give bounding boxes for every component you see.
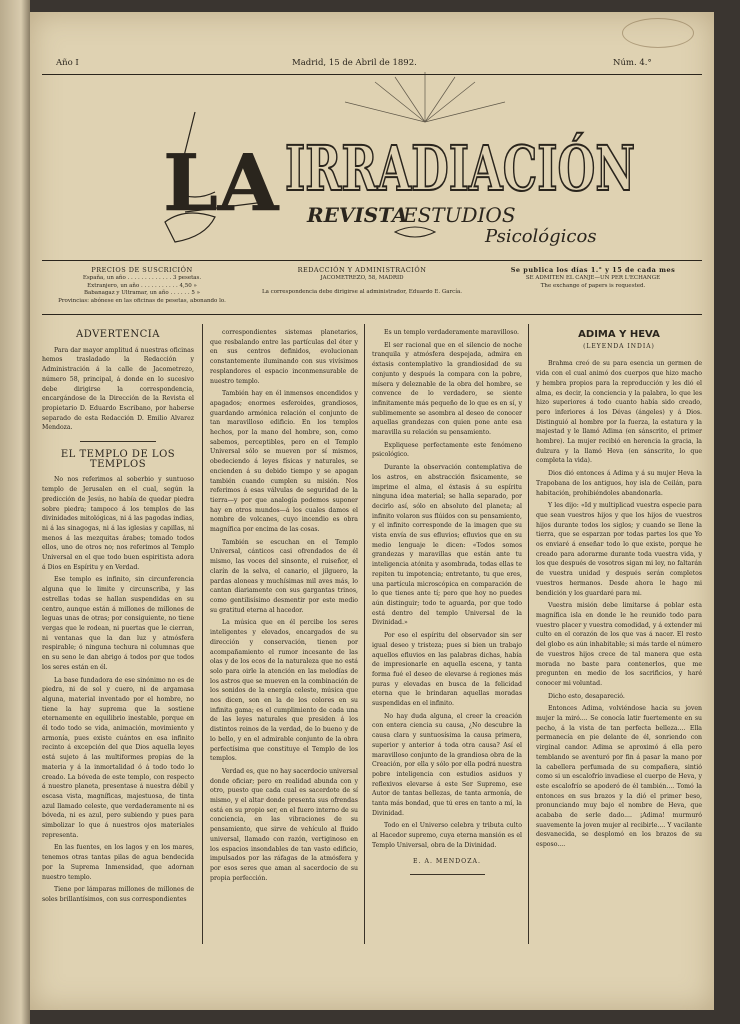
paragraph: Es un templo verdaderamente maravilloso. [384,329,520,336]
advertencia-text: Para dar mayor amplitud á nuestras oficinas hemos trasladado la Redacción y Administración á la calle de Jacometrezo, número 58, principal, á donde en lo sucesivo debe dirigirse la correspondencia, encargándose de la Dirección de la Revista el propietario D. Eduardo Escribano, por haberse separado de esta Redacción D. Emilio Alvarez Mendoza. [42,346,194,432]
library-stamp [622,18,694,48]
masthead-subtitle-revista: REVISTA [307,203,408,227]
issue-number: Núm. 4.° [613,58,652,68]
masthead-subtitle-estudios: ESTUDIOS [403,203,516,227]
paragraph: En las fuentes, en los lagos y en los mares, tenemos otras tantas pilas de agua bendecida por la Suprema Inmensidad, que adornan nuestro templo. [42,844,194,881]
column-2 [210,328,358,952]
paragraph: Todo en el Universo celebra y tributa culto al Hacedor supremo, cuya eterna mansión es el Templo Universal, obra de la Divinidad. [372,822,522,849]
publish-title: Se publica los días 1.° y 15 de cada mes [510,266,676,274]
masthead-logo [125,82,645,262]
publish-panel [482,266,704,312]
paragraph: Por eso el espíritu del observador sin ser igual deseo y tristeza; pues si bien un trabajo aquellos efluvios en las palabras dichas, había de impresionarle en aquella escena, y tanta forma fué el deseo de elevarse á regiones más puras y elevadas en busca de la felicidad eterna que le brindaran aquellas moradas suspendidas en el infinito. [372,632,522,708]
paragraph: La base fundadora de ese sinónimo no es de piedra, ni de sol y cuero, ni de argamasa alguna, material inventado por el hombre, no tiene la hay suprema que la sostiene eternamente en equilibrio inestable, porque en él todo todo se vida, animación, movimiento y armonía, pues existe cuántos en esa infinito recinto á excepción del que Dios aquella leyes está sujeto á las multiformes propias de la materia y á la inmortalidad ó á todo todo lo creado. La bóveda de este templo, con respecto á nuestro planeta, presentase á nuestra débil y escasa vista, magníficas, majestuosa, de tinta azul llamado celeste, que verdaderamente ni es bóveda, ni es azul, pero subiendo y pues para simbolizar lo que á nuestros ojos materiales representa. [42,676,194,839]
article-heading: EL TEMPLO DE LOS TEMPLOS [60,449,176,470]
paragraph: También se escuchan en el Templo Universal, cánticos casi ofrendados de él mismo, las voces del sinsonte, el ruiseñor, el clarín de la selva, el canario, el jilguero, la pardas aloneas y muchísimas mil aves más, lo cantan diariamente con sus gargantas trinos, como gentilisísimo desmentir por este medio su gratitud eterna al hacedor. [210,538,358,614]
paragraph: Durante la observación contemplativa de los astros, en abstracción fisicamente, se imprime el alma, el éxtasis á su espíritu ninguna idea material; se halla separado, por decirlo así, sólo en absoluto del planeta; al infinito volaron sus flúidos con su pensamiento, y el infinito corresponde de la imagen que su vista envía de sus efluvios; efluvios que en su medio lenguaje le dicen: «Todos somos grandezas y maravillas que están ante tu inteligencia atónita y asombrada, todas ellas te repiten tu impotencia; entretanto, tu que eres, una partícula microscópica en comparación de lo que tienes ante tí; pero que hoy no puedes aún distinguir; todo te aguarda, por que todo está dentro del templo Universal de la Divinidad.» [372,464,522,627]
prices-panel [44,266,240,312]
column-rule [202,324,203,944]
column-1 [42,328,194,952]
prices-line: Provincias: abónese en las oficinas de pesetas, abonando lo. [58,298,226,305]
newspaper-page [30,12,714,1010]
paragraph: Brahma creó de su para esencia un germen de vida con el cual animó dos cuerpos que hizo macho y hembra propios para la reproducción y les dió el alma, es decir, la conciencia y la palabra, lo que les hizo superiores á todo cuanto había sido creado, pero inferiores á los Dévas (ángeles) y á Dios. Distinguió al hombre por la fuerza, la estatura y la majestad y le llamó Adima (en sánscrito, el primer hombre). La mujer recibió en herencia la gracia, la dulzura y la llamó Heva (en sánscrito, lo que completa la vida). [536,360,702,465]
adima-subtitle: (LEYENDA INDIA) [583,342,655,350]
paragraph: Tiene por lámparas millones de millones de soles brillantísimos, con sus correspondientes [42,886,194,903]
paragraph: La música que en él percibe los seres inteligentes y elevados, encargados de su dirección y conservación, tienen por acompañamiento el rumor incesante de las olas y de los ecos de la naturaleza que no está solo para oirle la atención en las melodías de los astros que se mueven en la combinación de los sonidos de la energía celeste, música que nos dicen, son en la de los colores en su infinita gama; es el cumplimiento de cada una de las leyes naturales que presiden á los distintos reinos de la verdad, de lo bueno y de lo bello, y en el admirable conjunto de la obra perfectísima que constituye el Templo de los templos. [210,619,358,763]
paragraph: Entonces Adima, volviéndose hacia su joven mujer la miró.... Se conocía latir fuertemente en su pecho, á la vista de tan perfecta belleza.... Ella permanecía en pie delante de él, sonriendo con virginal candor. Adima se aproximó á ella pero temblando se aventuró por fin á pasar la mano por la cabellera perfumada de su compañera, sintió como si un escalofrío invadiese el cuerpo de Heva, y este escalofrío se apoderó de él también.... Tomó la entonces en sus brazos y la dió el primer beso, pronunciando muy bajo el nombre de Heva, que acababa de serle dado.... ¡Adima! murmuró suavemente la joven mujer al recibirle.... Y vacilante desvanecida, se desplomó en los brazos de su esposo.... [536,705,702,849]
paragraph: No nos referimos al soberbio y suntuoso templo de Jerusalen en el cual, según la predicción de Jesús, no había de quedar piedra sobre piedra; tampoco á los templos de las divinidades mitológicas, ni á las pagodas indias, ni á las sinagogas, ni á las iglesias y capillas, ni menos á las mezquitas árabes; tomado todos ellos, uno de otros no; nos referimos al Templo Universal en el que todo buen espiritista adora á Dios en Espíritu y en Verdad. [42,476,194,571]
info-bottom-rule [42,314,702,315]
paragraph: Ese templo es infinito, sin circunferencia alguna que le limite y circunscriba, y las estrellas todas se hallan suspendidas en su centro, aunque están á millones de millones de leguas unas de otras; por consiguiente, no tiene vergas que le rodean, ni puertas que le cierran, ni ventanas que la dan luz y atmósfera respirable; ó ninguna techura ni columnas que en su seno le dan abrigo á todos por que todos los seres están en él. [42,576,194,671]
masthead-subtitle-psicologicos: Psicológicos [485,226,597,247]
paragraph: Expliquese perfectamente este fenómeno psicológico. [372,441,522,459]
paragraph: correspondientes sistemas planetarios, que resbalando entre las partículas del éter y en sus centros definidos, evolucionan constantemente iluminando con sus vivísimos resplandores el espacio inconmensurable de nuestro templo. [210,329,358,385]
admin-note: La correspondencia debe dirigirse al administrador, Eduardo E. García. [261,288,463,295]
admin-title: REDACCIÓN Y ADMINISTRACIÓN [297,266,427,274]
paragraph: Y les dijo: «Id y multiplicad vuestra especie para que sean vuestros hijos y que los hijos de vuestros hijos durante todos los siglos; y cuando se llene la tierra, que se esparzan por todas partes los que Yo os enviaré á enseñar todo lo que existe, porque he creado para adorarme durante toda vuestra vida, y los que después de vosotros sigan mi ley, no faltarán de vuestra unidad y después serán completos vuestros hermanos. Desde ahora le hago mi bendición y los guardaré para mi. [536,502,702,597]
header-rule [42,74,702,75]
previous-page-edge [0,0,30,1024]
column-3 [372,328,522,952]
date-line: Madrid, 15 de Abril de 1892. [292,58,417,68]
paragraph: El ser racional que en el silencio de noche tranquila y atmósfera despejada, admira en éxtasis contemplativo la grandiosidad de su conjunto y después la compara con la pobre, mísera y deleznable de la obra del hombre, se convence de lo verdadero, se siente infinitamente más pequeño de lo que es en sí, y sublimemente se asombra al deseo de conocer aquellas grandezas con quien pone ante esa maravilla su relación su pensamiento. [372,341,522,437]
admin-panel [252,266,472,312]
admin-address: JACOMETREZO, 58, MADRID [320,275,404,282]
prices-line: Babanagaz y Ultramar, un año . . . . . . 5 » [83,290,201,297]
column-rule [528,324,529,944]
advertencia-heading: ADVERTENCIA [76,329,160,340]
masthead-title-irradiacion: IRRADIACIÓN [285,132,635,205]
prices-line: Extranjero, un año . . . . . . . . . . . 4,50 » [87,282,197,289]
prices-line: España, un año . . . . . . . . . . . . . 3 pesetas. [82,275,202,282]
column-4 [536,328,702,952]
paragraph: Verdad es, que no hay sacerdocio universal donde oficiar; pero en realidad abunda con y otro, puesto que cada cual es sacerdote de sí mismo, y el altar donde presenta sus ofrendas está en su propio ser, en el fuero interno de su conciencia, en las vibraciones de su pensamiento, que sirve de vehículo al fluido universal, llamado con razón, vertiginoso en los espacios insondables de tan vasto edificio, impulsados por las ráfagas de la atmósfera y por esos seres que aman al sacerdocio de su propia perfección. [210,767,358,882]
info-top-rule [42,260,702,261]
paragraph: También hay en él inmensos encendidos y apagados; enormes esferoides, grandiosos, guardando armónica relación el conjunto de tan maravilloso edificio. En los templos hechos, por la mano del hombre, son, como sabemos, perceptibles, pero en el Templo Universal sólo se mueven por sí mismos, obedeciendo á leyes físicas y naturales, se encienden á su debido tiempo y se apagan también cuando cumplen su misión. Nos referimos á esas válvulas de seguridad de la tierra—y por que analogía podemos suponer hay en otros mundos—á los cuales damos el nombre de volcanes, cuyo incendio es obra magnífica por encima de las cosas. [210,390,358,534]
publish-line: The exchange of papers is requested. [540,282,646,289]
paragraph: Vuestra misión debe limitarse á poblar esta magnífica isla en donde le he reunido todo para vuestro placer y vuestra comodidad, y á extender mi culto en el corazón de los que vas á nacer. El resto del globo es aún inhabitable; si más tarde el número de vuestros hijos crece de tal manera que esta morada no baste para contenerlos, que me pregunten en medio de los sacrificios, y haré conocer mi voluntad. [536,602,702,687]
paragraph: Dios dió entonces á Adima y á su mujer Heva la Trapobana de los antiguos, hoy isla de Ceilán, para habitación, prohibiéndoles abandonarla. [536,470,702,497]
publish-line: SE ADMITEN EL CANJE—UN PER L'ECHANGE [525,275,661,282]
year-label: Año I [56,58,79,68]
adima-heading: ADIMA Y HEVA [578,329,660,340]
paragraph: No hay duda alguna, el creer la creación con entera ciencia su causa, ¿No descubre la causa clara y suntuosísima la causa primera, superior y anterior á toda otra causa? Así el maravilloso conjunto de la grandiosa obra de la Creación, por ella y sólo por ella podrá nuestra pobre inteligencia con estudios asiduos y reflexivos elevarse á este Ser Supremo, ese Autor de tantas bellezas, de tanta armonía, de tanta más bondad, que tú eres en tanto a mí, la Divinidad. [372,712,522,817]
paragraph: Dicho esto, desapareció. [548,692,625,700]
signature: E. A. MENDOZA. [413,857,481,865]
prices-title: PRECIOS DE SUSCRICIÓN [91,266,193,274]
masthead-title-la: LA [163,138,279,229]
column-rule [364,324,365,944]
